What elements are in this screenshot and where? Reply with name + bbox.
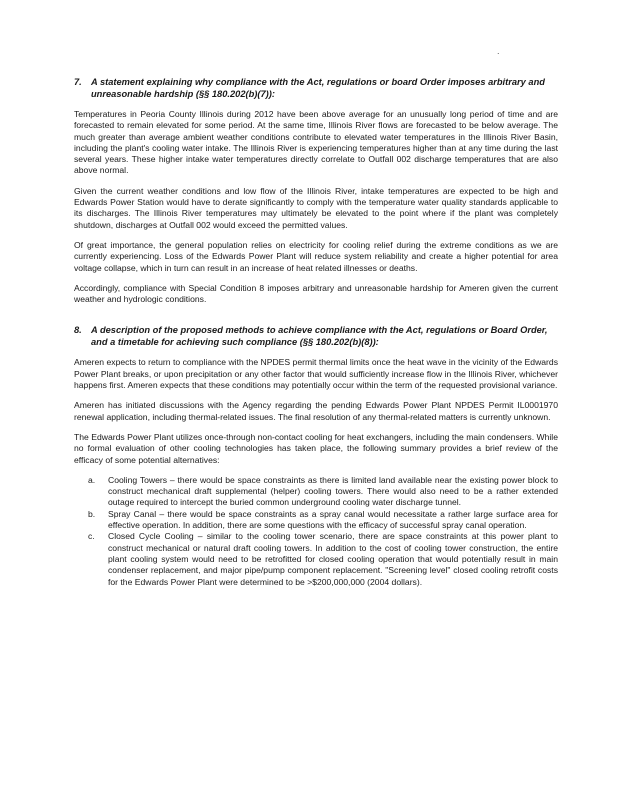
list-marker: a.	[88, 474, 96, 485]
section-7-heading	[74, 76, 558, 100]
paragraph: The Edwards Power Plant utilizes once-through non-contact cooling for heat exchangers, including the main condensers. While no formal evaluation of other cooling technologies has taken place, the following summary provides a brief review of the efficacy of some potential alternatives:	[74, 431, 558, 465]
list-item	[74, 475, 558, 509]
alternatives-list	[74, 475, 558, 588]
paragraph: Ameren has initiated discussions with the Agency regarding the pending Edwards Power Plant NPDES Permit IL0001970 renewal application, including thermal-related issues. The final resolution of any thermal-related matters is currently unknown.	[74, 400, 558, 422]
section-heading-text: A statement explaining why compliance with the Act, regulations or board Order imposes arbitrary and unreasonable hardship (§§ 180.202(b)(7)):	[91, 77, 545, 99]
list-item	[74, 531, 558, 587]
section-8-heading	[74, 324, 558, 348]
paragraph: Accordingly, compliance with Special Condition 8 imposes arbitrary and unreasonable hardship for Ameren given the current weather and hydrologic conditions.	[74, 282, 558, 305]
list-item-text: Closed Cycle Cooling – similar to the cooling tower scenario, there are space constraints at this power plant to construct mechanical or natural draft cooling towers. In addition to the cost of cooling tower construction, the entire plant cooling system would need to be retrofitted for closed cooling operation that would potentially result in main condenser replacement, and major pipe/pump component replacement. "Screening level" closed cooling retrofit costs for the Edwards Power Plant were determined to be >$200,000,000 (2004 dollars).	[108, 531, 558, 587]
list-item	[74, 509, 558, 532]
paragraph: Ameren expects to return to compliance with the NPDES permit thermal limits once the heat wave in the vicinity of the Edwards Power Plant breaks, or upon precipitation or any other factor that would sufficiently increase flow in the Illinois River, whichever happens first. Ameren expects that these conditions may potentially occur within the term of the requested provisional variance.	[74, 357, 558, 391]
paragraph: Given the current weather conditions and low flow of the Illinois River, intake temperatures are expected to be high and Edwards Power Station would have to derate significantly to comply with the temperature water quality standards applicable to its discharges. The Illinois River temperatures may ultimately be elevated to the point where if the plant was completely shutdown, discharges at Outfall 002 would exceed the permitted values.	[74, 185, 558, 230]
list-item-text: Spray Canal – there would be space constraints as a spray canal would necessitate a rather large surface area for effective operation. In addition, there are some questions with the efficacy of successful spray canal operation.	[108, 508, 558, 531]
section-heading-text: A description of the proposed methods to achieve compliance with the Act, regulations or Board Order, and a timetable for achieving such compliance (§§ 180.202(b)(8)):	[91, 325, 548, 348]
list-item-text: Cooling Towers – there would be space constraints as there is limited land available near the existing power block to construct mechanical draft supplemental (helper) cooling towers. There would also need to be a rather extended outage required to intercept the buried common underground cooling water discharge tunnel.	[108, 474, 558, 508]
document-body	[74, 76, 558, 588]
list-marker: c.	[88, 531, 95, 542]
section-number: 7.	[74, 77, 82, 87]
paragraph: Of great importance, the general population relies on electricity for cooling relief during the extreme conditions as we are currently experiencing. Loss of the Edwards Power Plant will reduce system reliability and create a higher potential for area voltage collapse, which in turn can result in an increase of heat related illnesses or deaths.	[74, 239, 558, 273]
section-spacer	[74, 314, 558, 324]
page-mark: .	[497, 46, 500, 56]
list-marker: b.	[88, 508, 96, 519]
section-number: 8.	[74, 325, 82, 336]
paragraph: Temperatures in Peoria County Illinois during 2012 have been above average for an unusually long period of time and are forecasted to remain elevated for some period. At the same time, Illinois River flows are forecasted to be below average. The much greater than average ambient weather conditions contribute to elevated water temperatures in the Illinois River Basin, including the plant's cooling water intake. The Illinois River is experiencing temperatures higher than at any time during the last several years. These higher intake water temperatures directly correlate to Outfall 002 discharge temperatures that are also above normal.	[74, 109, 558, 176]
